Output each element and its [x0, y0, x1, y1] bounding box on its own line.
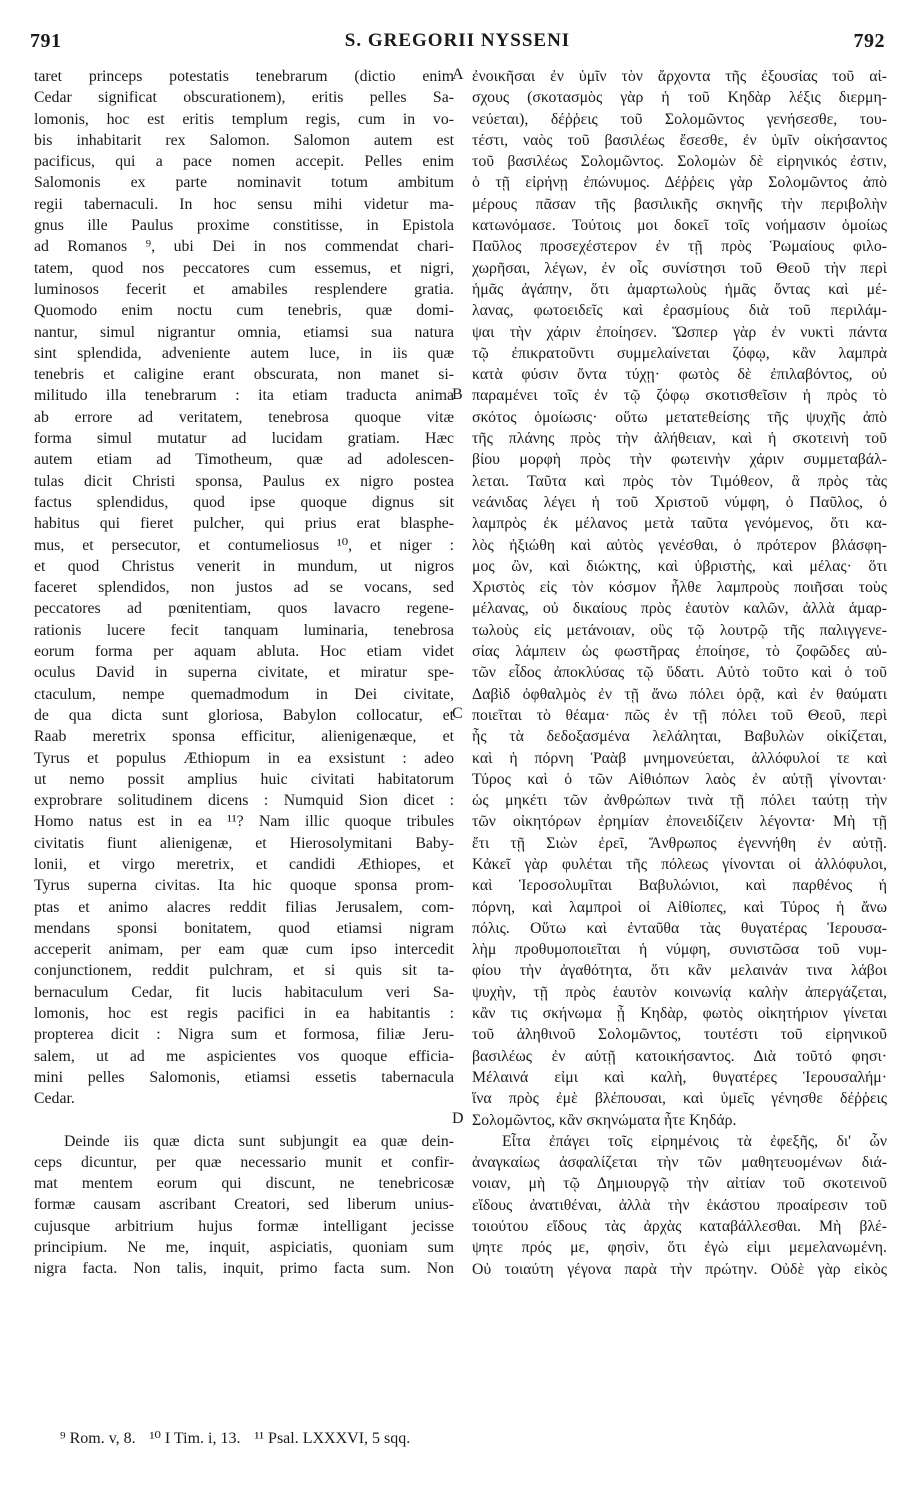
- text-line: κατωνόμασε. Τούτοις μοι δοκεῖ τοῖς νοήμασιν ὁμοίως: [472, 217, 887, 235]
- text-line: lonii, et virgo meretrix, et candidi Æthiopes, et: [34, 855, 454, 873]
- text-line: exprobrare solitudinem dicens : Numquid Sion dicet :: [34, 792, 454, 810]
- text-line: κατὰ φύσιν ὄντα τύχῃ· φωτὸς δὲ ἐπιλαβόντος, οὐ: [472, 366, 887, 384]
- margin-letter-b: B: [452, 386, 463, 403]
- text-line: acceperit animam, per eam quæ cum ipso intercedit: [34, 941, 454, 959]
- text-line: ἡμᾶς ἀγάπην, ὅτι ἁμαρτωλοὺς ἡμᾶς ὄντας καὶ μέ-: [472, 280, 887, 298]
- footnote: ¹⁰ I Tim. i, 13.: [149, 1430, 241, 1447]
- running-title: S. GREGORII NYSSENI: [344, 30, 571, 51]
- text-line: formæ causam ascribant Creatori, sed liberum unius-: [34, 1196, 454, 1214]
- text-line: μέλανας, οὐ δικαίους πρὸς ἑαυτὸν καλῶν, ἀλλὰ ἁμαρ-: [472, 600, 887, 618]
- text-line: ut nemo possit amplius huic civitati habitatorum: [34, 770, 454, 788]
- text-line: eorum forma per aquam abluta. Hoc etiam videt: [34, 643, 454, 661]
- text-line: ἧς τὰ δεδοξασμένα λελάληται, Βαβυλὼν οἰκίζεται,: [472, 728, 887, 746]
- text-line: Σολομῶντος, κἂν σκηνώματα ἦτε Κηδάρ.: [472, 1111, 737, 1129]
- text-line: faceret splendidos, non justos ad se vocans, sed: [34, 579, 454, 597]
- text-line: νεύεται), δέῤῥεις τοῦ Σολομῶντος γενήσεσθε, του-: [472, 110, 887, 128]
- text-line: φίου τὴν ἀγαθότητα, ὅτι κἂν μελαινάν τινα λάβοι: [472, 962, 887, 980]
- text-line: τῆς πλάνης πρὸς τὴν ἀλήθειαν, καὶ ἡ σκοτεινὴ τοῦ: [472, 430, 887, 448]
- text-line: civitatis fiunt alienigenæ, et Hierosolymitani Baby-: [34, 834, 454, 852]
- text-line: παραμένει τοῖς ἐν τῷ ζόφῳ σκοτισθεῖσιν ἡ πρὸς τὸ: [472, 387, 887, 405]
- text-line: λὸς ἠξιώθη καὶ αὐτὸς γενέσθαι, ὁ πρότερον βλάσφη-: [472, 536, 887, 554]
- text-line: regii tabernaculi. In hoc sensu mihi videtur ma-: [34, 195, 454, 213]
- margin-letter-d: D: [452, 1110, 464, 1127]
- text-line: πόρνη, καὶ λαμπροὶ οἱ Αἰθίοπες, καὶ Τύρος ἡ ἄνω: [472, 898, 887, 916]
- footnotes: [60, 1428, 424, 1448]
- text-line: Tyrus et populus Æthiopum in ea exsistunt : adeo: [34, 749, 454, 767]
- text-line: μος ὢν, καὶ διώκτης, καὶ ὑβριστὴς, καὶ μέλας· ὅτι: [472, 557, 887, 575]
- text-line: λανας, φωτοειδεῖς καὶ ἐρασμίους διὰ τοῦ περιλάμ-: [472, 302, 887, 320]
- text-line: Οὐ τοιαύτη γέγονα παρὰ τὴν πρώτην. Οὐδὲ γὰρ εἰκὸς: [472, 1260, 887, 1278]
- text-line: Τύρος καὶ ὁ τῶν Αἰθιόπων λαὸς ἐν αὐτῇ γίνονται·: [472, 770, 887, 788]
- text-line: conjunctionem, reddit pulchram, et si quis sit ta-: [34, 962, 454, 980]
- text-line: tatem, quod nos peccatores cum essemus, et nigri,: [34, 259, 454, 277]
- text-line: νεάνιδας λέγει ἡ τοῦ Χριστοῦ νύμφη, ὁ Παῦλος, ὁ: [472, 493, 887, 511]
- text-line: βασιλέως ἐν αὐτῇ κατοικήσαντος. Διὰ τοῦτό φησι·: [472, 1047, 887, 1065]
- text-line: ὡς μηκέτι τῶν ἀνθρώπων τινὰ τῇ πόλει ταύτῃ τὴν: [472, 792, 887, 810]
- text-line: mendans sponsi bonitatem, quod etiamsi nigram: [34, 919, 454, 937]
- text-line: taret princeps potestatis tenebrarum (dictio enim: [34, 68, 454, 85]
- text-line: ab errore ad veritatem, tenebrosa quoque vitæ: [34, 408, 454, 426]
- text-line: pacificus, qui a pace nomen accepit. Pelles enim: [34, 153, 454, 171]
- text-line: ἔτι τῇ Σιὼν ἐρεῖ, Ἄνθρωπος ἐγεννήθη ἐν αὐτῇ.: [472, 834, 887, 852]
- text-line: ad Romanos ⁹, ubi Dei in nos commendat chari-: [34, 238, 454, 256]
- latin-column: [34, 66, 454, 1280]
- text-line: ψυχὴν, τῇ πρὸς ἑαυτὸν κοινωνίᾳ καλὴν ἀπεργάζεται,: [472, 983, 887, 1001]
- text-line: τέστι, ναὸς τοῦ βασιλέως ἔσεσθε, ἐν ὑμῖν οἰκήσαντος: [472, 131, 887, 149]
- text-line: ἵνα πρὸς ἐμὲ βλέπουσαι, καὶ ὑμεῖς γένησθε δέῤῥεις: [472, 1090, 887, 1108]
- text-line: Μέλαινά εἰμι καὶ καλὴ, θυγατέρες Ἱερουσαλήμ·: [472, 1068, 887, 1086]
- text-line: nantur, simul nigrantur omnia, etiamsi sua natura: [34, 323, 454, 341]
- text-line: peccatores ad pœnitentiam, quos lavacro regene-: [34, 600, 454, 618]
- text-line: κἂν τις σκήνωμα ᾖ Κηδὰρ, φωτὸς οἰκητήριον γίνεται: [472, 1005, 887, 1023]
- text-line: et quod Christus venerit in mundum, ut nigros: [34, 557, 454, 575]
- text-line: σχους (σκοτασμὸς γὰρ ἡ τοῦ Κηδὰρ λέξις διερμη-: [472, 89, 887, 107]
- text-line: καὶ Ἱεροσολυμῖται Βαβυλώνιοι, καὶ παρθένος ἡ: [472, 877, 887, 895]
- text-line: χωρῆσαι, λέγων, ἐν οἷς συνίστησι τοῦ Θεοῦ τὴν περὶ: [472, 259, 887, 277]
- text-line: Raab meretrix sponsa efficitur, alienigenæque, et: [34, 728, 454, 746]
- text-line: τωλοὺς εἰς μετάνοιαν, οὓς τῷ λουτρῷ τῆς παλιγγενε-: [472, 621, 887, 639]
- footnote: ¹¹ Psal. LXXXVI, 5 sqq.: [254, 1430, 411, 1447]
- margin-letter-c: C: [452, 705, 463, 722]
- text-line: σίας λάμπειν ὡς φωστῆρας ἐποίησε, τὸ ζοφῶδες αὐ-: [472, 643, 887, 661]
- text-line: τοῦ ἀληθινοῦ Σολομῶντος, τουτέστι τοῦ εἰρηνικοῦ: [472, 1026, 887, 1044]
- text-line: Homo natus est in ea ¹¹? Nam illic quoque tribules: [34, 813, 454, 831]
- text-line: ptas et animo alacres reddit filias Jerusalem, com-: [34, 898, 454, 916]
- text-line: lomonis, hoc est regis pacifici in ea habitantis :: [34, 1005, 454, 1023]
- text-line: Tyrus superna civitas. Ita hic quoque sponsa prom-: [34, 877, 454, 895]
- text-line: Salomonis ex parte nominavit totum ambitum: [34, 174, 454, 192]
- text-line: propterea dicit : Nigra sum et formosa, filiæ Jeru-: [34, 1026, 454, 1044]
- text-line: nigra facta. Non talis, inquit, primo facta sum. Non: [34, 1260, 454, 1278]
- text-line: Παῦλος προσεχέστερον ἐν τῇ πρὸς Ῥωμαίους φιλο-: [472, 238, 887, 256]
- text-line: cujusque arbitrium hujus formæ intelligant jecisse: [34, 1217, 454, 1235]
- page-number-right: 792: [853, 30, 885, 52]
- text-line: λὴμ προθυμοποιεῖται ἡ νύμφη, συνιστῶσα τοῦ νυμ-: [472, 941, 887, 959]
- text-line: βίου μορφὴ πρὸς τὴν φωτεινὴν χάριν συμμεταβάλ-: [472, 451, 887, 469]
- text-line: Εἶτα ἐπάγει τοῖς εἰρημένοις τὰ ἐφεξῆς, δι' ὧν: [502, 1132, 887, 1150]
- text-line: Quomodo enim noctu cum tenebris, quæ domi-: [34, 302, 454, 320]
- text-line: rationis lucere fecit tanquam luminaria, tenebrosa: [34, 621, 454, 639]
- text-line: τῶν εἶδος ἀποκλύσας τῷ ὕδατι. Αὐτὸ τοῦτο καὶ ὁ τοῦ: [472, 664, 887, 682]
- text-line: Cedar significat obscurationem), eritis pelles Sa-: [34, 89, 454, 107]
- page-header: [30, 30, 885, 60]
- text-line: μέρους πᾶσαν τῆς βασιλικῆς σκηνῆς τὴν περιβολὴν: [472, 195, 887, 213]
- text-line: ἀναγκαίως ἀσφαλίζεται τὴν τῶν μαθητευομένων διά-: [472, 1154, 887, 1172]
- text-line: τοῦ βασιλέως Σολομῶντος. Σολομὼν δὲ εἰρηνικός ἐστιν,: [472, 153, 887, 171]
- text-line: σκότος ὁμοίωσις· οὕτω μετατεθείσης τῆς ψυχῆς ἀπὸ: [472, 408, 887, 426]
- text-line: forma simul mutatur ad lucidam gratiam. Hæc: [34, 430, 454, 448]
- margin-letter-a: A: [452, 66, 464, 83]
- text-line: τοιούτου εἴδους τὰς ἀρχὰς καταβάλλεσθαι. Μὴ βλέ-: [472, 1218, 887, 1236]
- text-line: habitus qui fieret pulcher, qui prius erat blasphe-: [34, 515, 454, 533]
- text-line: factus splendidus, quod ipse quoque dignus sit: [34, 493, 454, 511]
- text-line: mat mentem eorum qui discunt, ne tenebricosæ: [34, 1175, 454, 1193]
- text-line: τῷ ἐπικρατοῦντι συμμελαίνεται ζόφῳ, κἂν λαμπρὰ: [472, 344, 887, 362]
- text-line: de qua dicta sunt gloriosa, Babylon collocatur, et: [34, 706, 454, 724]
- text-line: Cedar.: [34, 1090, 75, 1108]
- text-line: ctaculum, nempe quemadmodum in Dei civitate,: [34, 685, 454, 703]
- text-line: bernaculum Cedar, fit lucis habitaculum veri Sa-: [34, 983, 454, 1001]
- text-line: πόλις. Οὕτω καὶ ἐνταῦθα τὰς θυγατέρας Ἱερουσα-: [472, 919, 887, 937]
- text-line: tulas dicit Christi sponsa, Paulus ex nigro postea: [34, 472, 454, 490]
- paragraph-gap: [34, 1110, 454, 1131]
- text-line: principium. Ne me, inquit, aspiciatis, quoniam sum: [34, 1239, 454, 1257]
- text-line: Δαβὶδ ὀφθαλμὸς ἐν τῇ ἄνω πόλει ὁρᾷ, καὶ ἐν θαύματι: [472, 685, 887, 703]
- footnote: ⁹ Rom. v, 8.: [60, 1430, 136, 1447]
- text-line: mus, et persecutor, et contumeliosus ¹⁰, et niger :: [34, 536, 454, 554]
- text-line: mini pelles Salomonis, etiamsi essetis tabernacula: [34, 1068, 454, 1086]
- text-line: oculus David in superna civitate, et miratur spe-: [34, 664, 454, 682]
- text-line: bis inhabitarit rex Salomon. Salomon autem est: [34, 131, 454, 149]
- text-line: Χριστὸς εἰς τὸν κόσμον ἦλθε λαμπροὺς ποιῆσαι τοὺς: [472, 579, 887, 597]
- text-line: luminosos fecerit et amabiles resplendere gratia.: [34, 280, 454, 298]
- text-line: καὶ ἡ πόρνη Ῥαὰβ μνημονεύεται, ἀλλόφυλοί τε καὶ: [472, 749, 887, 767]
- text-line: λαμπρὸς ἐκ μέλανος μετὰ ταῦτα γενόμενος, ὅτι κα-: [472, 515, 887, 533]
- text-line: lomonis, hoc est eritis templum regis, cum in vo-: [34, 110, 454, 128]
- text-line: militudo illa tenebrarum : ita etiam traducta anima: [34, 387, 454, 405]
- text-line: salem, ut ad me aspicientes vos quoque efficia-: [34, 1047, 454, 1065]
- text-line: Κἀκεῖ γὰρ φυλέται τῆς πόλεως γίνονται οἱ ἀλλόφυλοι,: [472, 855, 887, 873]
- text-line: Deinde iis quæ dicta sunt subjungit ea quæ dein-: [64, 1132, 454, 1150]
- text-line: εἴδους ἀνατιθέναι, ἀλλὰ τὴν ἑκάστου προαίρεσιν τοῦ: [472, 1196, 887, 1214]
- text-line: tenebris et caligine erant obscurata, non manet si-: [34, 366, 454, 384]
- text-line: autem etiam ad Timotheum, quæ ad adolescen-: [34, 451, 454, 469]
- text-line: ceps dicuntur, per quæ necessario munit et confir-: [34, 1153, 454, 1171]
- text-line: ποιεῖται τὸ θέαμα· πῶς ἐν τῇ πόλει τοῦ Θεοῦ, περὶ: [472, 706, 887, 724]
- text-line: τῶν οἰκητόρων ἐρημίαν ἐπονειδίζειν λέγοντα· Μὴ τῇ: [472, 813, 887, 831]
- text-line: ψαι τὴν χάριν ἐποίησεν. Ὥσπερ γὰρ ἐν νυκτὶ πάντα: [472, 323, 887, 341]
- text-line: λεται. Ταῦτα καὶ πρὸς τὸν Τιμόθεον, ἃ πρὸς τὰς: [472, 472, 887, 490]
- text-line: ἐνοικῆσαι ἐν ὑμῖν τὸν ἄρχοντα τῆς ἐξουσίας τοῦ αἰ-: [472, 68, 887, 85]
- text-line: gnus ille Paulus proxime constitisse, in Epistola: [34, 217, 454, 235]
- text-line: sint splendida, adveniente autem luce, in iis quæ: [34, 344, 454, 362]
- text-line: ψητε πρός με, φησὶν, ὅτι ἐγὼ εἰμι μεμελανωμένη.: [472, 1239, 887, 1257]
- text-line: ὁ τῇ εἰρήνῃ ἐπώνυμος. Δέῤῥεις γὰρ Σολομῶντος ἀπὸ: [472, 174, 887, 192]
- greek-column: [472, 66, 887, 1280]
- text-line: νοιαν, μὴ τῷ Δημιουργῷ τὴν αἰτίαν τοῦ σκοτεινοῦ: [472, 1175, 887, 1193]
- page-number-left: 791: [30, 30, 62, 52]
